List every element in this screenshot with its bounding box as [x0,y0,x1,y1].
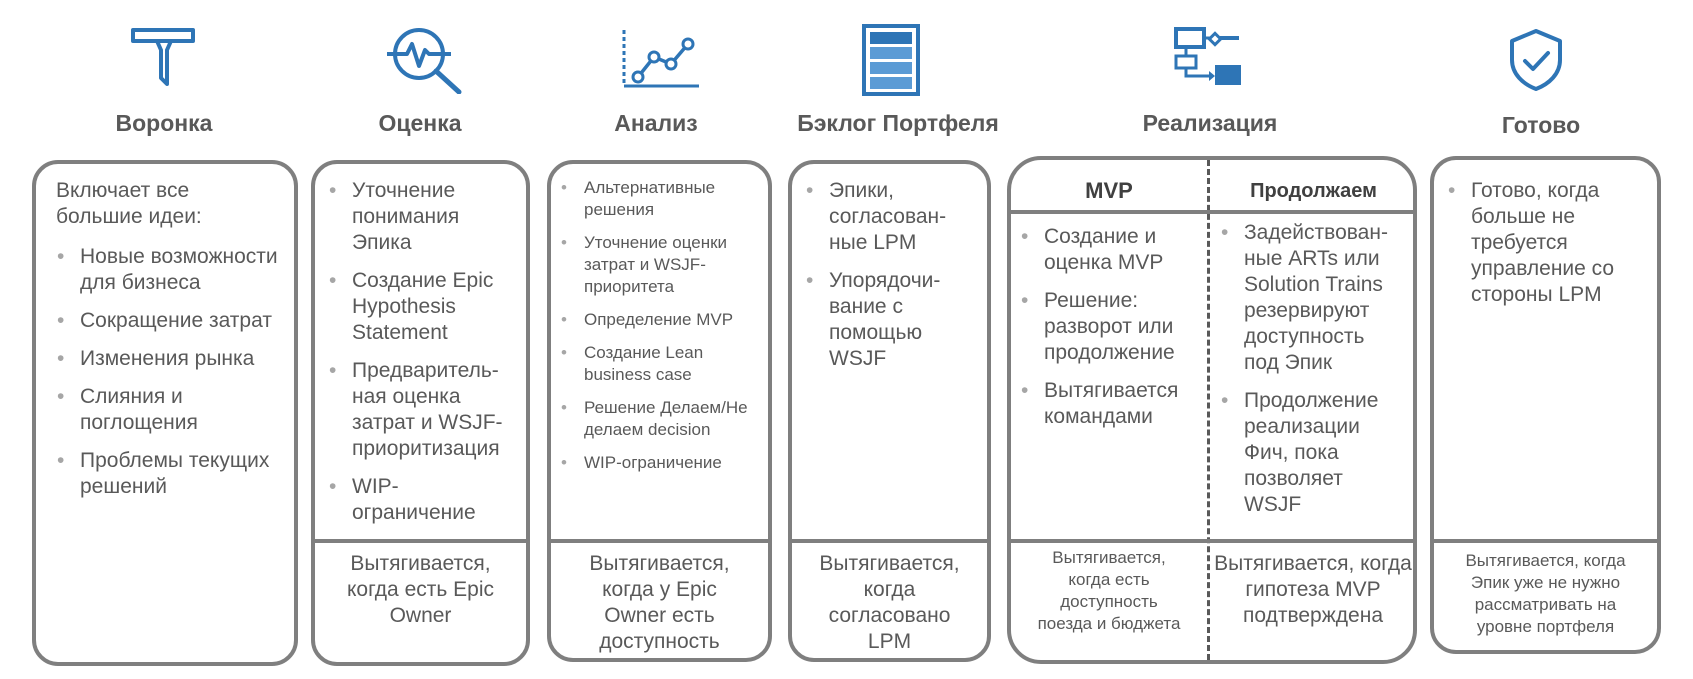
stage-card-analysis [547,160,772,662]
list-item: • Предваритель-ная оценка затрат и WSJF-приоритизация [325,358,521,462]
mvp-footer: Вытягивается, когда есть доступность поезда и бюджета [1037,548,1181,633]
list-item: • Альтернативные решения [557,177,767,221]
card-divider [1011,210,1413,214]
list-item: • Слияния и поглощения [53,384,288,436]
review-magnifier-icon [387,24,467,94]
analysis-footer: Вытягивается, когда у Epic Owner есть доступность [589,552,730,653]
stage-title-review: Оценка [378,110,462,136]
stage-card-portfolio-backlog [788,160,991,662]
backlog-footer: Вытягивается, когда согласовано LPM [819,552,960,653]
funnel-intro: Включает все большие идеи: [56,179,202,228]
stage-title-analysis: Анализ [614,110,698,136]
list-item: • WIP-ограничение [557,452,767,474]
analysis-bullets [557,177,767,474]
stage-card-done [1430,156,1661,654]
stage-card-implementation [1007,156,1417,664]
done-footer: Вытягивается, когда Эпик уже не нужно рассматривать на уровне портфеля [1465,551,1626,636]
mvp-header: MVP [1085,178,1133,203]
stage-title-done: Готово [1501,112,1581,138]
card-divider [551,539,768,543]
flow-diagram-icon [1173,26,1243,88]
stage-card-funnel [32,160,298,666]
list-item: • Задействован-ные ARTs или Solution Trains резервируют доступность под Эпик [1217,220,1397,376]
mvp-persevere-separator [1207,160,1210,660]
list-item: • Изменения рынка [53,346,288,372]
list-item: • Создание Lean business case [557,342,767,386]
mvp-bullets [1017,224,1197,430]
funnel-icon [129,26,199,90]
card-divider [315,539,526,543]
card-divider [1434,539,1657,543]
persevere-header: Продолжаем [1250,180,1377,202]
stage-title-funnel: Воронка [115,110,213,136]
list-item: • Решение: разворот или продолжение [1017,288,1197,366]
list-item: • Продолжение реализации Фич, пока позволяет WSJF [1217,388,1397,518]
card-divider [1011,539,1413,543]
backlog-bullets [802,178,952,372]
list-item: • Готово, когда больше не требуется управление со стороны LPM [1444,178,1619,308]
list-item: • Новые возможности для бизнеса [53,244,288,296]
persevere-bullets [1217,220,1397,518]
funnel-bullets [53,244,288,500]
list-item: • WIP-ограничение [325,474,521,526]
done-bullets [1444,178,1619,308]
shield-check-icon [1508,28,1564,92]
list-item: • Определение MVP [557,309,767,331]
stage-card-review [311,160,530,666]
list-item: • Эпики, согласован-ные LPM [802,178,952,256]
list-item: • Уточнение понимания Эпика [325,178,521,256]
list-item: • Создание и оценка MVP [1017,224,1197,276]
list-item: • Вытягивается командами [1017,378,1197,430]
list-item: • Сокращение затрат [53,308,288,334]
list-item: • Решение Делаем/Не делаем decision [557,397,767,441]
review-footer: Вытягивается, когда есть Epic Owner [346,552,494,627]
card-divider [792,539,987,543]
persevere-footer: Вытягивается, когда гипотеза MVP подтверждена [1214,552,1412,627]
list-item: • Уточнение оценки затрат и WSJF-приоритета [557,232,767,298]
backlog-stack-icon [862,24,920,96]
list-item: • Проблемы текущих решений [53,448,288,500]
stage-title-portfolio-backlog: Бэклог Портфеля [797,110,999,136]
list-item: • Создание Epic Hypothesis Statement [325,268,521,346]
list-item: • Упорядочи-вание с помощью WSJF [802,268,952,372]
stage-title-implementation: Реализация [1142,110,1278,136]
line-chart-icon [621,30,699,90]
review-bullets [325,178,521,526]
